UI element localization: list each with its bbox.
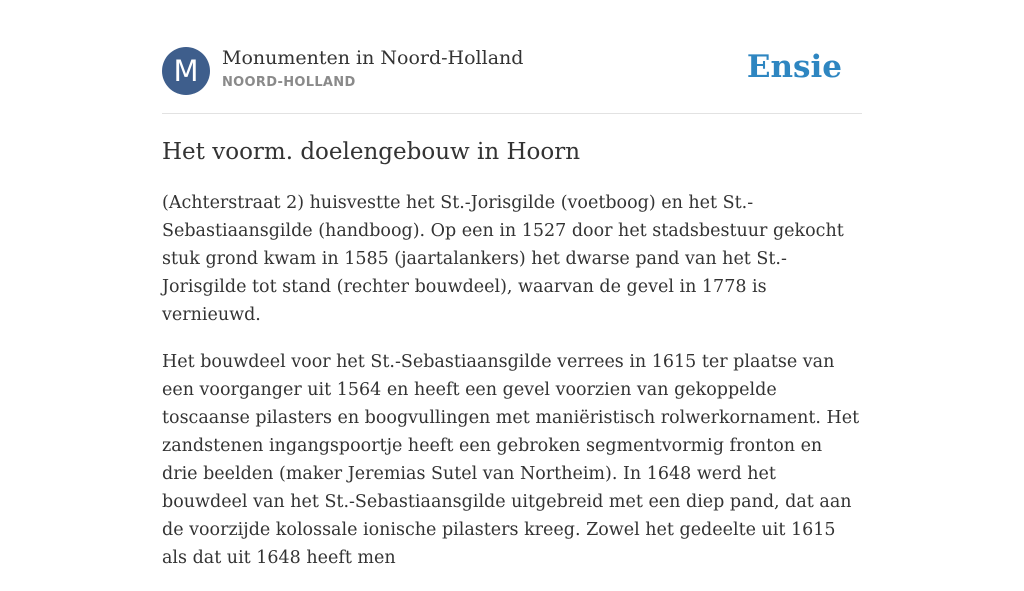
header-divider (162, 113, 862, 114)
article-title: Het voorm. doelengebouw in Hoorn (162, 139, 581, 165)
source-avatar[interactable]: M (162, 47, 210, 95)
article-paragraph: Het bouwdeel voor het St.-Sebastiaansgilde verrees in 1615 ter plaatse van een voorganger uit 1564 en heeft een gevel voorzien van gekoppelde toscaanse pilasters en boogvullingen met maniëristisch rolwerkornament. Het zandstenen ingangspoortje heeft een gebroken segmentvormig fronton en drie beelden (maker Jeremias Sutel van Northeim). In 1648 werd het bouwdeel van het St.-Sebastiaansgilde uitgebreid met een diep pand, dat aan de voorzijde kolossale ionische pilasters kreeg. Zowel het gedeelte uit 1615 als dat uit 1648 heeft men (162, 352, 860, 568)
brand-logo[interactable]: Ensie (746, 49, 842, 85)
article-paragraph: (Achterstraat 2) huisvestte het St.-Jorisgilde (voetboog) en het St.-Sebastiaansgilde (handboog). Op een in 1527 door het stadsbestuur gekocht stuk grond kwam in 1585 (jaartalankers) het dwarse pand van het St.-Jorisgilde tot stand (rechter bouwdeel), waarvan de gevel in 1778 is vernieuwd. (162, 193, 844, 325)
source-header (162, 47, 862, 97)
source-title[interactable]: Monumenten in Noord-Holland (222, 47, 524, 69)
article (162, 136, 862, 591)
source-subtitle[interactable]: NOORD-HOLLAND (222, 75, 356, 90)
